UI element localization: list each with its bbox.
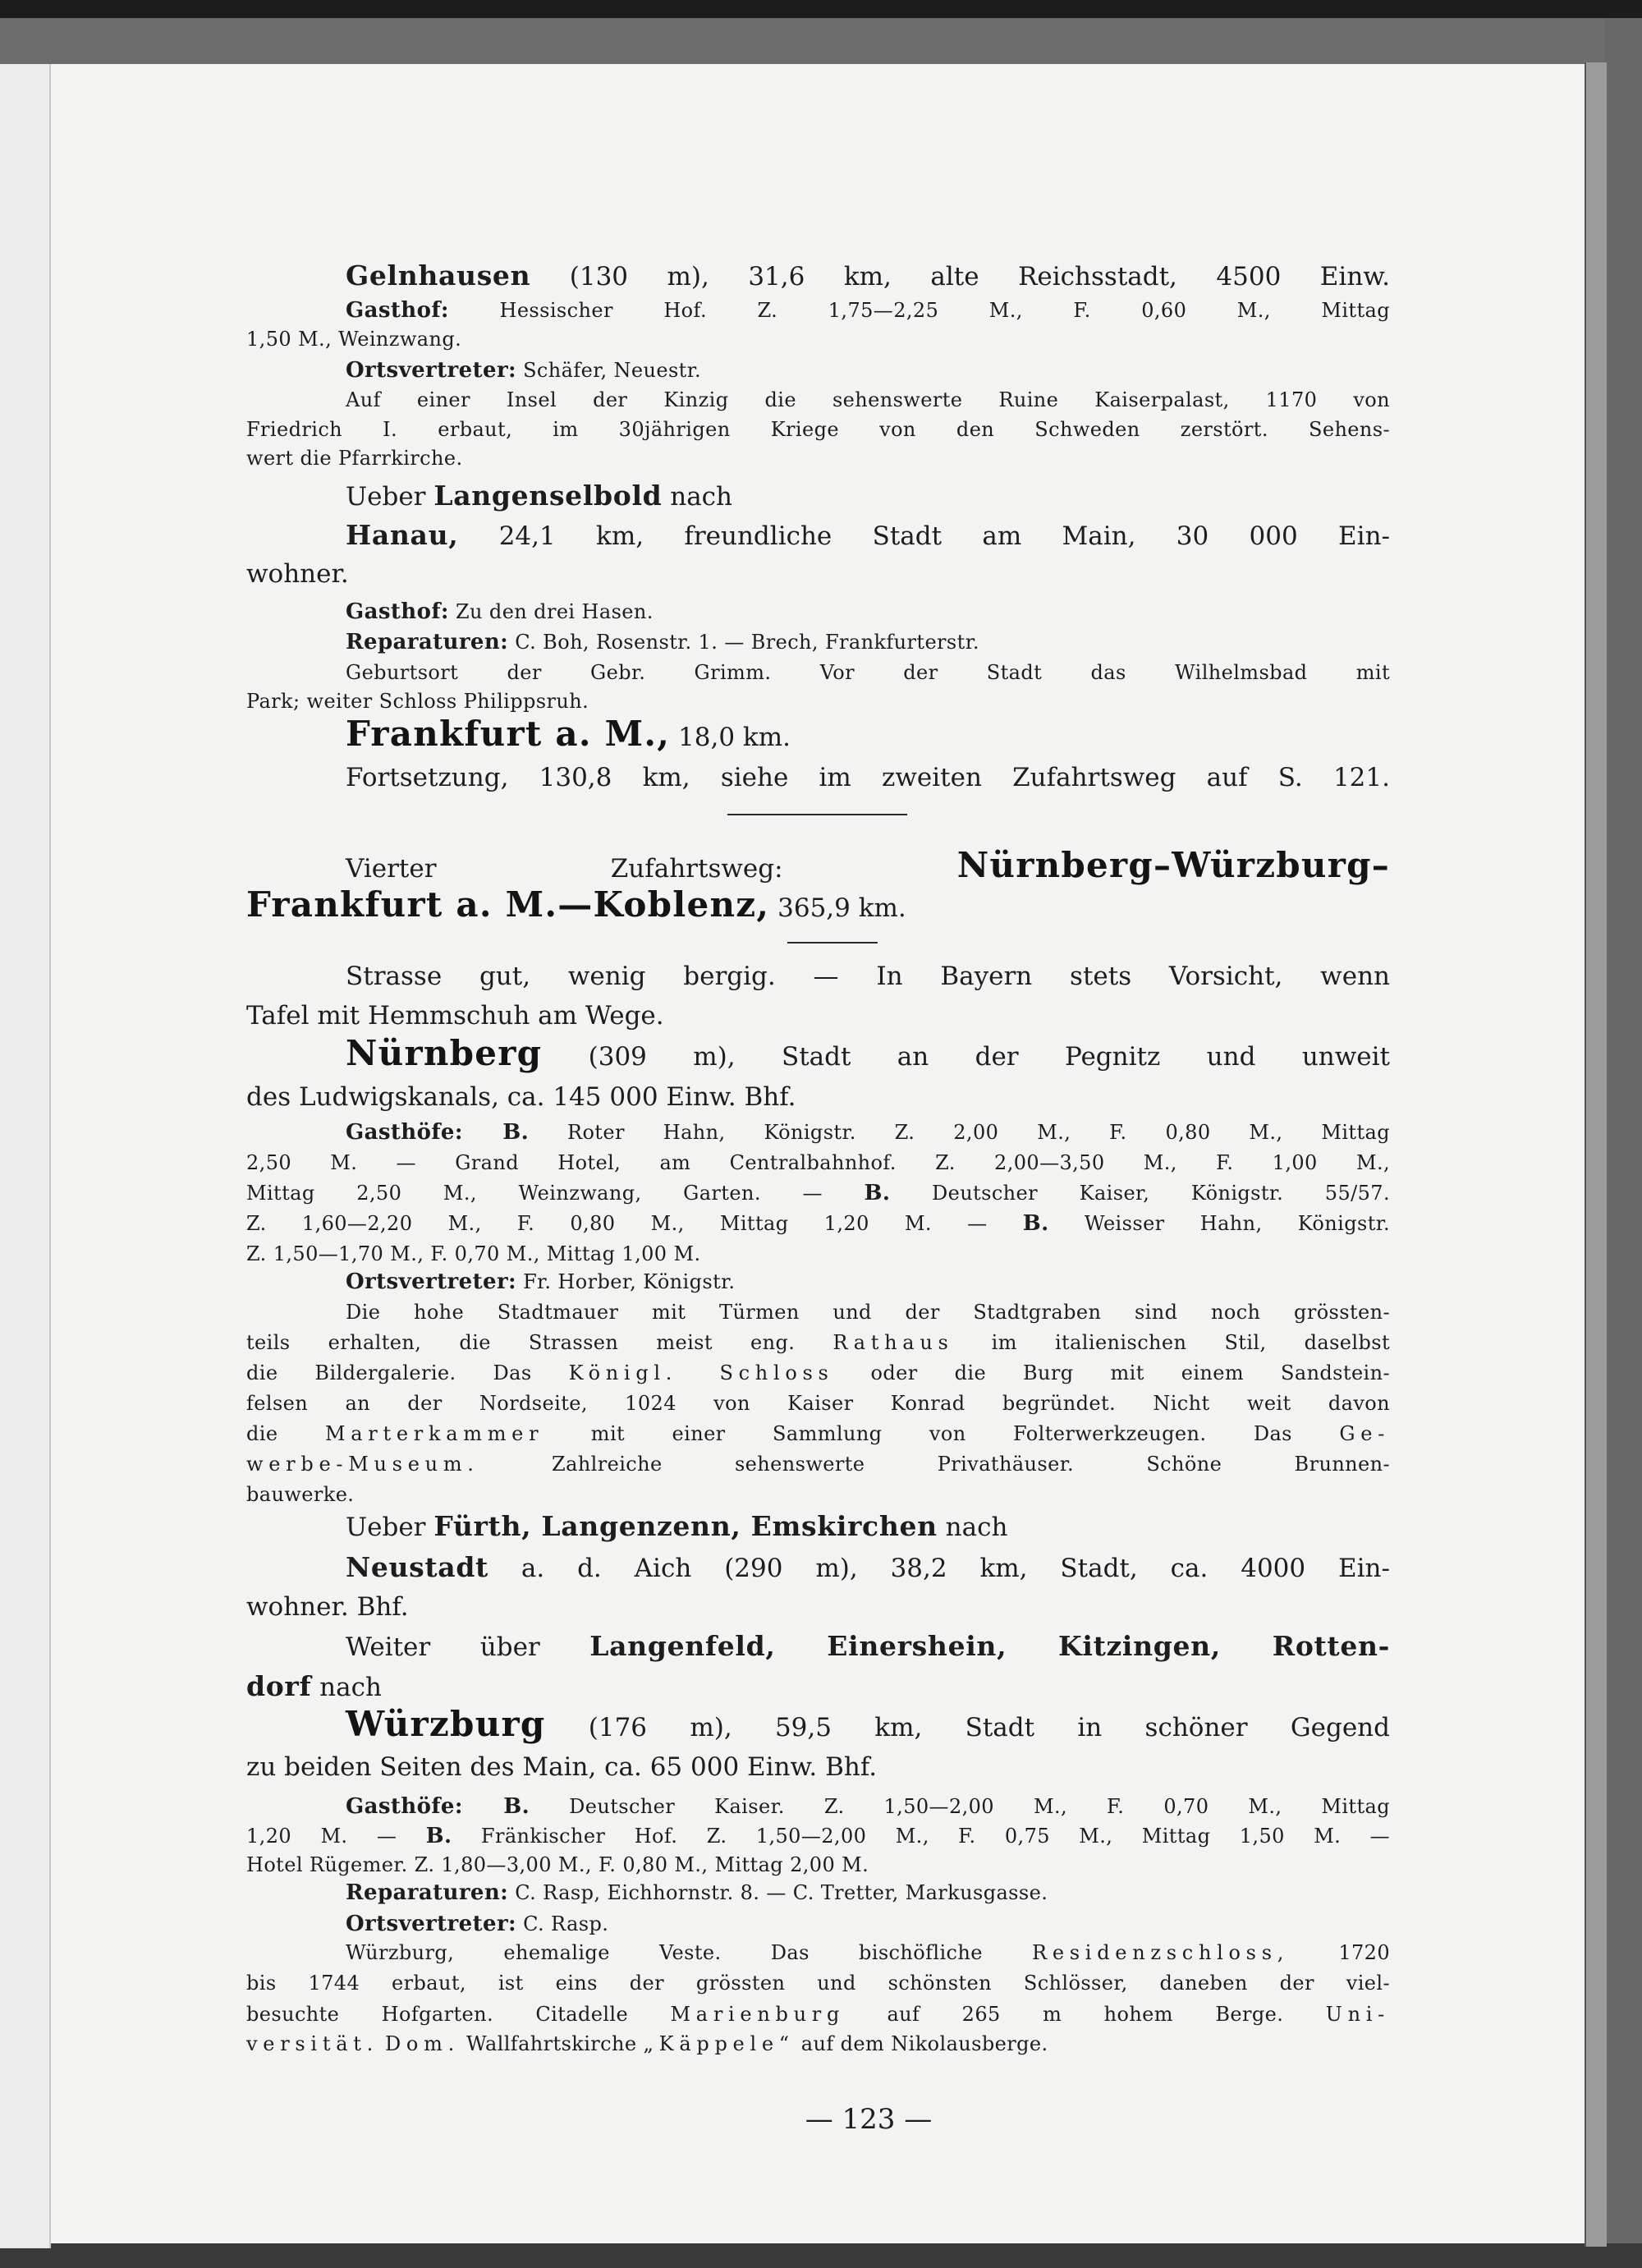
book-cover-right [1605, 18, 1642, 2268]
body-text: Hessischer Hof. Z. 1,75—2,25 M., F. 0,60 M., Mittag [499, 299, 1390, 322]
text-line [346, 1033, 1390, 1077]
page-edge [1585, 62, 1607, 2247]
body-text: Ueber [346, 1513, 426, 1542]
text-line [346, 516, 1390, 557]
body-text: Vierter Zufahrtsweg: [346, 854, 783, 884]
heading-place: Frankfurt a. M.—Koblenz, [246, 884, 770, 925]
title-divider [787, 942, 878, 943]
body-text: Fortsetzung, 130,8 km, siehe im zweiten Zufahrtsweg auf S. 121. [346, 763, 1390, 792]
entry-label: B. [425, 1824, 452, 1848]
body-text: Die hohe Stadtmauer mit Türmen und der Stadtgraben sind noch grössten- [346, 1301, 1390, 1324]
entry-label: B. [864, 1181, 891, 1205]
body-text: 1720 [1338, 1941, 1390, 1964]
body-text: auf 265 m hohem Berge. [887, 2003, 1284, 2026]
spaced-emphasis: „Käppele“ [643, 2032, 795, 2055]
body-text: Hotel Rügemer. Z. 1,80—3,00 M., F. 0,80 M., Mittag 2,00 M. [246, 1853, 869, 1876]
book-page [51, 64, 1585, 2243]
spaced-emphasis: Ge- [1339, 1422, 1391, 1445]
text-line [346, 714, 1390, 758]
body-text: nach [670, 482, 733, 512]
body-text: Fr. Horber, Königstr. [523, 1270, 736, 1293]
body-text: teils erhalten, die Strassen meist eng. [246, 1331, 796, 1354]
body-text: Schäfer, Neuestr. [523, 359, 701, 382]
body-text: bis 1744 erbaut, ist eins der grössten und schönsten Schlösser, daneben der viel- [246, 1972, 1390, 1995]
spaced-emphasis: Königl. Schloss [568, 1361, 834, 1384]
heading-place: Nürnberg–Würzburg– [956, 845, 1390, 885]
spaced-emphasis: werbe-Museum. [246, 1453, 479, 1476]
body-text: Auf einer Insel der Kinzig die sehenswerte Ruine Kaiserpalast, 1170 von [346, 388, 1390, 411]
text-line [346, 757, 1390, 798]
body-text: mit einer Sammlung von Folterwerkzeugen. Das [590, 1422, 1292, 1445]
text-line [346, 845, 1390, 889]
body-text: Deutscher Kaiser, Königstr. 55/57. [931, 1182, 1391, 1205]
text-line [246, 1586, 1390, 1628]
body-text: Mittag 2,50 M., Weinzwang, Garten. — [246, 1182, 823, 1205]
text-line [246, 553, 1390, 595]
body-text: 365,9 km. [777, 893, 906, 923]
body-text: Weisser Hahn, Königstr. [1084, 1212, 1391, 1235]
spaced-emphasis: Marienburg [670, 2003, 846, 2026]
place-name: Langenselbold [433, 480, 663, 512]
body-text: Z. 1,60—2,20 M., F. 0,80 M., Mittag 1,20 M. — [246, 1212, 988, 1235]
body-text: wohner. [246, 559, 349, 589]
body-text: besuchte Hofgarten. Citadelle [246, 2003, 629, 2026]
body-text: 1,50 M., Weinzwang. [246, 328, 462, 351]
text-line [346, 476, 1390, 517]
body-text: nach [319, 1673, 382, 1702]
place-name: Langenfeld, Einershein, Kitzingen, Rotten- [589, 1630, 1390, 1662]
body-text: zu beiden Seiten des Main, ca. 65 000 Einw. Bhf. [246, 1752, 878, 1782]
text-line [346, 1548, 1390, 1589]
entry-label: Ortsvertreter: [346, 1269, 517, 1294]
text-line [346, 1627, 1390, 1668]
entry-label: Ortsvertreter: [346, 1912, 517, 1936]
body-text: C. Rasp. [523, 1912, 609, 1935]
place-name: Fürth, Langenzenn, Emskirchen [433, 1510, 938, 1542]
spaced-emphasis: Uni- [1325, 2003, 1390, 2026]
body-text: 1,20 M. — [246, 1825, 397, 1848]
entry-label: Gasthöfe: B. [346, 1120, 530, 1145]
body-text: des Ludwigskanals, ca. 145 000 Einw. Bhf. [246, 1082, 796, 1112]
entry-label: Gasthöfe: B. [346, 1794, 530, 1819]
body-text: im italienischen Stil, daselbst [991, 1331, 1391, 1354]
book-cover-top-edge [0, 0, 1642, 18]
text-line [346, 956, 1390, 997]
body-text: oder die Burg mit einem Sandstein- [870, 1361, 1390, 1384]
page-number: — 123 — [805, 2103, 933, 2136]
body-text: felsen an der Nordseite, 1024 von Kaiser Konrad begründet. Nicht weit davon [246, 1392, 1390, 1415]
body-text: Roter Hahn, Königstr. Z. 2,00 M., F. 0,80 M., Mittag [566, 1121, 1390, 1144]
body-text: Park; weiter Schloss Philippsruh. [246, 690, 589, 713]
entry-label: Gasthof: [346, 298, 449, 323]
text-line [246, 884, 1390, 929]
text-line [246, 995, 1390, 1036]
body-text: Friedrich I. erbaut, im 30jährigen Kriege von den Schweden zerstört. Sehens- [246, 418, 1390, 441]
text-line [246, 1667, 1390, 1708]
text-line [346, 1704, 1390, 1748]
entry-label: Ortsvertreter: [346, 358, 517, 383]
text-line [246, 438, 1390, 479]
body-text: Tafel mit Hemmschuh am Wege. [246, 1001, 664, 1031]
body-text: Zu den drei Hasen. [455, 600, 654, 623]
spaced-emphasis: Marterkammer [324, 1422, 544, 1445]
previous-page-edge [0, 64, 51, 2248]
body-text: 24,1 km, freundliche Stadt am Main, 30 000 Ein- [498, 521, 1391, 551]
place-name: Neustadt [346, 1551, 488, 1583]
body-text: C. Boh, Rosenstr. 1. — Brech, Frankfurterstr. [515, 631, 979, 654]
body-text: Ueber [346, 482, 426, 512]
body-text: 2,50 M. — Grand Hotel, am Centralbahnhof. Z. 2,00—3,50 M., F. 1,00 M., [246, 1151, 1390, 1174]
body-text: auf dem Nikolausberge. [800, 2032, 1048, 2055]
body-text: bauwerke. [246, 1483, 355, 1506]
body-text: wohner. Bhf. [246, 1592, 409, 1622]
body-text: Wallfahrtskirche [466, 2032, 637, 2055]
entry-label: Reparaturen: [346, 1880, 509, 1905]
spaced-emphasis: Rathaus [832, 1331, 954, 1354]
body-text: (176 m), 59,5 km, Stadt in schöner Gegend [588, 1713, 1390, 1742]
body-text: Strasse gut, wenig bergig. — In Bayern stets Vorsicht, wenn [346, 962, 1390, 991]
entry-label: Gasthof: [346, 599, 449, 624]
body-text: Deutscher Kaiser. Z. 1,50—2,00 M., F. 0,70 M., Mittag [569, 1795, 1390, 1818]
body-text: 18,0 km. [678, 723, 791, 752]
body-text: a. d. Aich (290 m), 38,2 km, Stadt, ca. 4000 Ein- [521, 1554, 1390, 1583]
body-text: C. Rasp, Eichhornstr. 8. — C. Tretter, Markusgasse. [515, 1881, 1048, 1904]
place-name: Gelnhausen [346, 259, 531, 292]
body-text: Z. 1,50—1,70 M., F. 0,70 M., Mittag 1,00 M. [246, 1242, 701, 1265]
body-text: Fränkischer Hof. Z. 1,50—2,00 M., F. 0,75 M., Mittag 1,50 M. — [480, 1825, 1390, 1848]
heading-place: Nürnberg [346, 1033, 543, 1073]
body-text: (309 m), Stadt an der Pegnitz und unweit [588, 1042, 1390, 1072]
spaced-emphasis: Residenzschloss, [1032, 1941, 1290, 1964]
body-text: die Bildergalerie. Das [246, 1361, 532, 1384]
place-name: dorf [246, 1670, 312, 1702]
body-text: Weiter über [346, 1632, 540, 1662]
body-text: nach [945, 1513, 1008, 1542]
body-text: wert die Pfarrkirche. [246, 447, 463, 470]
book-cover-band [0, 18, 1642, 64]
text-line [246, 2023, 1390, 2064]
body-text: Würzburg, ehemalige Veste. Das bischöfliche [346, 1941, 983, 1964]
place-name: Hanau, [346, 519, 459, 551]
text-line [346, 1507, 1390, 1548]
spaced-emphasis: Dom. [384, 2032, 460, 2055]
text-line [246, 1747, 1390, 1788]
entry-label: B. [1022, 1211, 1049, 1236]
body-text: die [246, 1422, 278, 1445]
body-text: Zahlreiche sehenswerte Privathäuser. Schöne Brunnen- [552, 1453, 1391, 1476]
section-divider [727, 814, 907, 815]
spaced-emphasis: versität. [246, 2032, 378, 2055]
body-text: Geburtsort der Gebr. Grimm. Vor der Stadt das Wilhelmsbad mit [346, 661, 1390, 684]
body-text: (130 m), 31,6 km, alte Reichsstadt, 4500 Einw. [569, 262, 1391, 292]
book-cover-bottom [0, 2243, 1642, 2268]
heading-place: Frankfurt a. M., [346, 714, 671, 754]
entry-label: Reparaturen: [346, 630, 509, 654]
heading-place: Würzburg [346, 1704, 546, 1744]
